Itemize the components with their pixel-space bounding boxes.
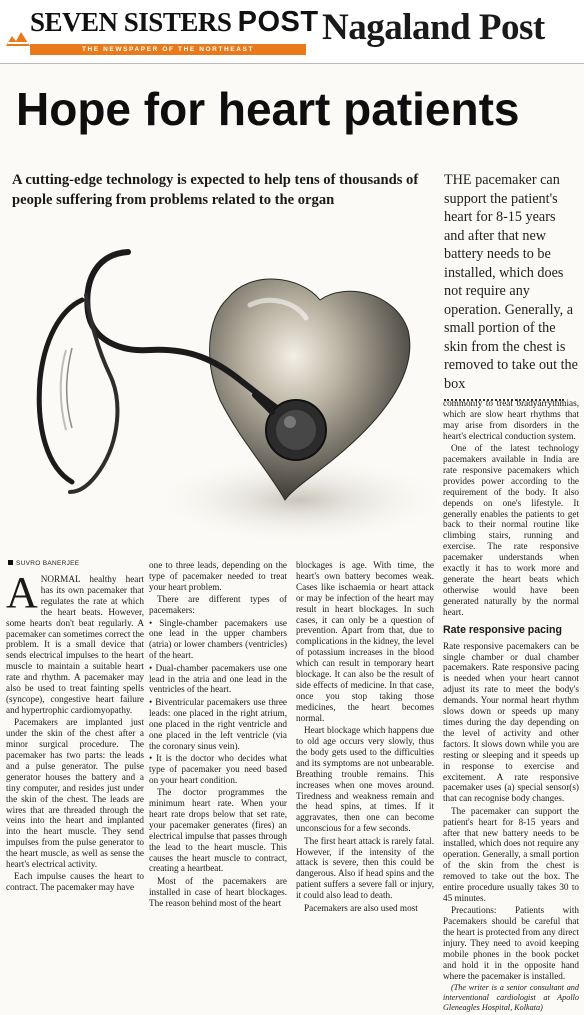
- column-paragraph: one to three leads, depending on the type of pacemaker needed to treat your heart problem.: [149, 560, 287, 592]
- column-paragraph: commonly to treat bradyarrythmias, which are slow heart rhythms that may arise from disorders in the heart's electrical conduction system.: [443, 398, 579, 441]
- article-column-2: [149, 560, 287, 910]
- byline-text: SUVRO BANERJEE: [16, 560, 80, 567]
- bullet-item: • It is the doctor who decides what type of pacemaker you need based on your heart condition.: [149, 752, 287, 785]
- column-paragraph: There are different types of pacemakers:: [149, 594, 287, 616]
- bullet-item: • Biventricular pacemakers use three leads: one placed in the right atrium, one placed in the right ventricle and one placed in the left ventricle (via the coronary sinus vein).: [149, 696, 287, 751]
- column-paragraph: Most of the pacemakers are installed in case of heart blockages. The reason behind most of the heart: [149, 875, 287, 908]
- column-paragraph: The pacemaker can support the patient's heart for 8-15 years and after that new battery needs to be installed, which does not require any operation. Generally, a small portion of the skin from the chest is removed to take out the box. The entire procedure usually takes 30 to 45 minutes.: [443, 805, 579, 903]
- article-subhead: A cutting-edge technology is expected to help tens of thousands of people suffering from problems related to the organ: [12, 172, 419, 208]
- bullet-item: • Single-chamber pacemakers use one lead in the upper chambers (atria) or lower chambers (ventricles) of the heart.: [149, 617, 287, 661]
- hills-logo-icon: [6, 26, 30, 46]
- column-paragraph: Heart blockage which happens due to old age occurs very slowly, thus the body gets used to the difficulties and its symptoms are not unbearable. Breathing trouble remains. This increases when one moves around. Tiredness and weakness remain and the head spins, at times. If it aggravates, then one can become unconscious for a few seconds.: [296, 725, 434, 834]
- article-headline: Hope for heart patients: [16, 83, 520, 135]
- masthead: [0, 0, 584, 64]
- pull-quote-text: THE pacemaker can support the patient's heart for 8-15 years and after that new battery needs to be installed, which does not require any operation. Generally, a small portion of the skin from the chest is removed to take out the box: [444, 172, 578, 392]
- drop-cap: A: [6, 568, 38, 617]
- column-paragraph: Rate responsive pacemakers can be single chamber or dual chamber pacemakers. Rate responsive pacing is needed when your heart cannot adjust its rate to meet the body's demands. Your normal heart rhythm slows down or speeds up many times during the day depending on the level of activity and other factors. It slows down while you are resting or sleeping and it speeds up in response to exercise and excitement. A rate responsive pacemaker uses (a) special sensor(s) that can recognise body changes.: [443, 640, 579, 804]
- column-paragraph: [6, 568, 144, 716]
- section-subheading: Rate responsive pacing: [443, 623, 562, 636]
- heart-stethoscope-photo: [0, 200, 442, 560]
- author-credit: (The writer is a senior consultant and interventional cardiologist at Apollo Gleneagles Hospital, Kolkata): [443, 983, 579, 1013]
- nagaland-post-title: Nagaland Post: [322, 7, 545, 48]
- column-paragraph: Pacemakers are implanted just under the skin of the chest after a minor surgical procedure. The pacemaker has two parts: the leads and a pulse generator. The pulse generator houses the battery and a tiny computer, and resides just under the skin of the chest. The leads are wires that are threaded through the veins into the heart and implanted into the heart muscle. They send impulses from the pulse generator to the heart muscle, as well as sense the heart's electrical activity.: [6, 717, 144, 870]
- article-column-1: [6, 568, 144, 895]
- article-column-4: [443, 398, 579, 1015]
- bullet-item: • Dual-chamber pacemakers use one lead in the atria and one lead in the ventricles of the heart.: [149, 662, 287, 695]
- column-paragraph: One of the latest technology pacemakers available in India are rate responsive pacemakers which provides power according to the requirement of the body. It also depends on one's lifestyle. It generally enables the patients to get back to their normal routine like climbing stairs, running and exercise. The rate responsive pacemaker understands when exactly it has to work more and generate the heart beats which otherwise would have been generated naturally by the normal heart.: [443, 443, 579, 617]
- pull-quote: [444, 171, 578, 401]
- column-paragraph: Precautions: Patients with Pacemakers should be careful that the heart is protected from any direct injury. They need to avoid keeping mobile phones in the book pocket and hold it in the opposite hand where the pacemaker is installed.: [443, 905, 579, 981]
- column-paragraph: The first heart attack is rarely fatal. However, if the intensity of the attack is severe, then this could be dangerous. Also if head spins and the patient suffers a severe fall or injury, it could also lead to death.: [296, 835, 434, 901]
- byline-square-icon: [8, 560, 13, 565]
- ssp-post-text: POST: [237, 6, 319, 38]
- column-paragraph: Each impulse causes the heart to contract. The pacemaker may have: [6, 871, 144, 893]
- ssp-title-text: SEVEN SISTERS: [30, 7, 232, 37]
- column-paragraph: The doctor programmes the minimum heart rate. When your heart rate drops below that set rate, your pacemaker generates (fires) an electrical impulse that passes through the lead to the heart muscle. This causes the heart muscle to contract, creating a heartbeat.: [149, 787, 287, 874]
- column-paragraph: blockages is age. With time, the heart's own battery becomes weak. Cases like ischaemia or heart attack or may be infection of the heart may result in heart blockages. In such cases, it can only be a question of prevention. Apart from that, due to complications in the kidney, the level of potassium increases in the blood which can result in temporary heart blockage. It can also be the result of side effects of medicine. In that case, once you stop taking those medicines, the heart becomes normal.: [296, 560, 434, 723]
- seven-sisters-post-title: [30, 6, 319, 39]
- paragraph-text: NORMAL healthy heart has its own pacemaker that regulates the rate at which the heart beats. However, some hearts don't beat regularly. A pacemaker can sometimes correct the problem. It is a small device that sends electrical impulses to the heart muscle to maintain a suitable heart rate and rhythm. A pacemaker may also be used to treat fainting spells (syncope), congestive heart failure and hypertrophic cardiomyopathy.: [6, 574, 144, 715]
- byline: [8, 560, 79, 567]
- column-paragraph: Pacemakers are also used most: [304, 902, 418, 913]
- ssp-tagline: THE NEWSPAPER OF THE NORTHEAST: [30, 44, 306, 55]
- article-column-3: [296, 560, 434, 915]
